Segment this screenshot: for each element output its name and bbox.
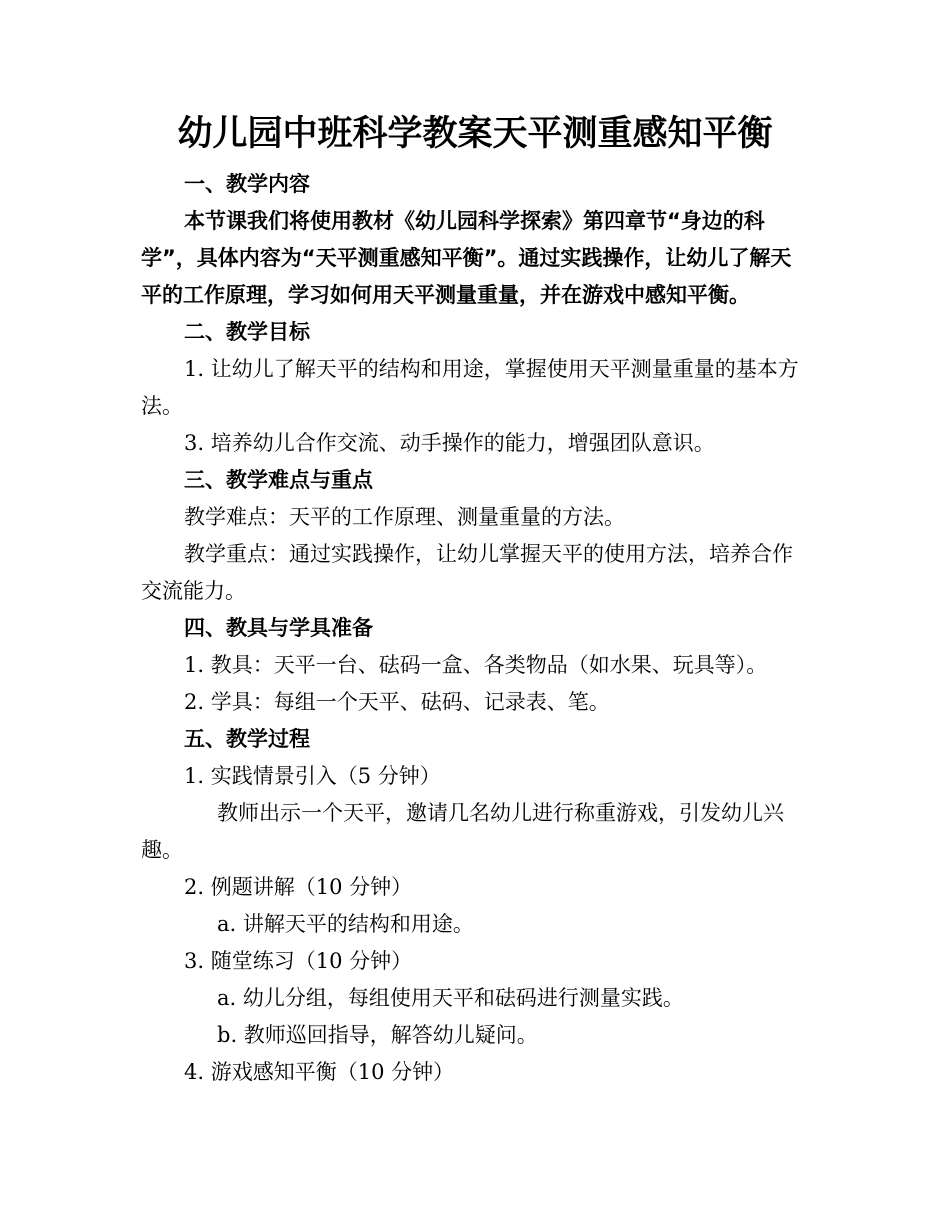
process-step: 3. 随堂练习（10 分钟） bbox=[184, 949, 413, 973]
section-content-body: 本节课我们将使用教材《幼儿园科学探索》第四章节“身边的科学”，具体内容为“天平测重感知平衡”。通过实践操作，让幼儿了解天平的工作原理，学习如何用天平测量重量，并在游戏中感知平衡。 bbox=[141, 209, 792, 307]
process-substep: a. 讲解天平的结构和用途。 bbox=[217, 912, 474, 936]
section-heading-content: 一、教学内容 bbox=[184, 172, 310, 196]
section-heading-goals: 二、教学目标 bbox=[184, 320, 310, 344]
goal-item: 1. 让幼儿了解天平的结构和用途，掌握使用天平测量重量的基本方法。 bbox=[141, 357, 799, 418]
material-item: 1. 教具：天平一台、砝码一盒、各类物品（如水果、玩具等）。 bbox=[184, 653, 768, 677]
process-step: 4. 游戏感知平衡（10 分钟） bbox=[184, 1060, 455, 1084]
section-heading-difficulty: 三、教学难点与重点 bbox=[184, 468, 373, 492]
key-point-item: 教学重点：通过实践操作，让幼儿掌握天平的使用方法，培养合作交流能力。 bbox=[141, 542, 793, 603]
process-step-description: 教师出示一个天平，邀请几名幼儿进行称重游戏，引发幼儿兴趣。 bbox=[141, 801, 784, 862]
document-body bbox=[141, 166, 806, 1091]
goal-item: 3. 培养幼儿合作交流、动手操作的能力，增强团队意识。 bbox=[184, 431, 715, 455]
process-substep: a. 幼儿分组，每组使用天平和砝码进行测量实践。 bbox=[217, 986, 684, 1010]
material-item: 2. 学具：每组一个天平、砝码、记录表、笔。 bbox=[184, 690, 610, 714]
process-substep: b. 教师巡回指导，解答幼儿疑问。 bbox=[217, 1023, 538, 1047]
section-heading-materials: 四、教具与学具准备 bbox=[184, 616, 373, 640]
difficulty-item: 教学难点：天平的工作原理、测量重量的方法。 bbox=[184, 505, 625, 529]
process-step: 2. 例题讲解（10 分钟） bbox=[184, 875, 413, 899]
document-title: 幼儿园中班科学教案天平测重感知平衡 bbox=[177, 114, 773, 154]
process-step: 1. 实践情景引入（5 分钟） bbox=[184, 764, 441, 788]
section-heading-process: 五、教学过程 bbox=[184, 727, 310, 751]
